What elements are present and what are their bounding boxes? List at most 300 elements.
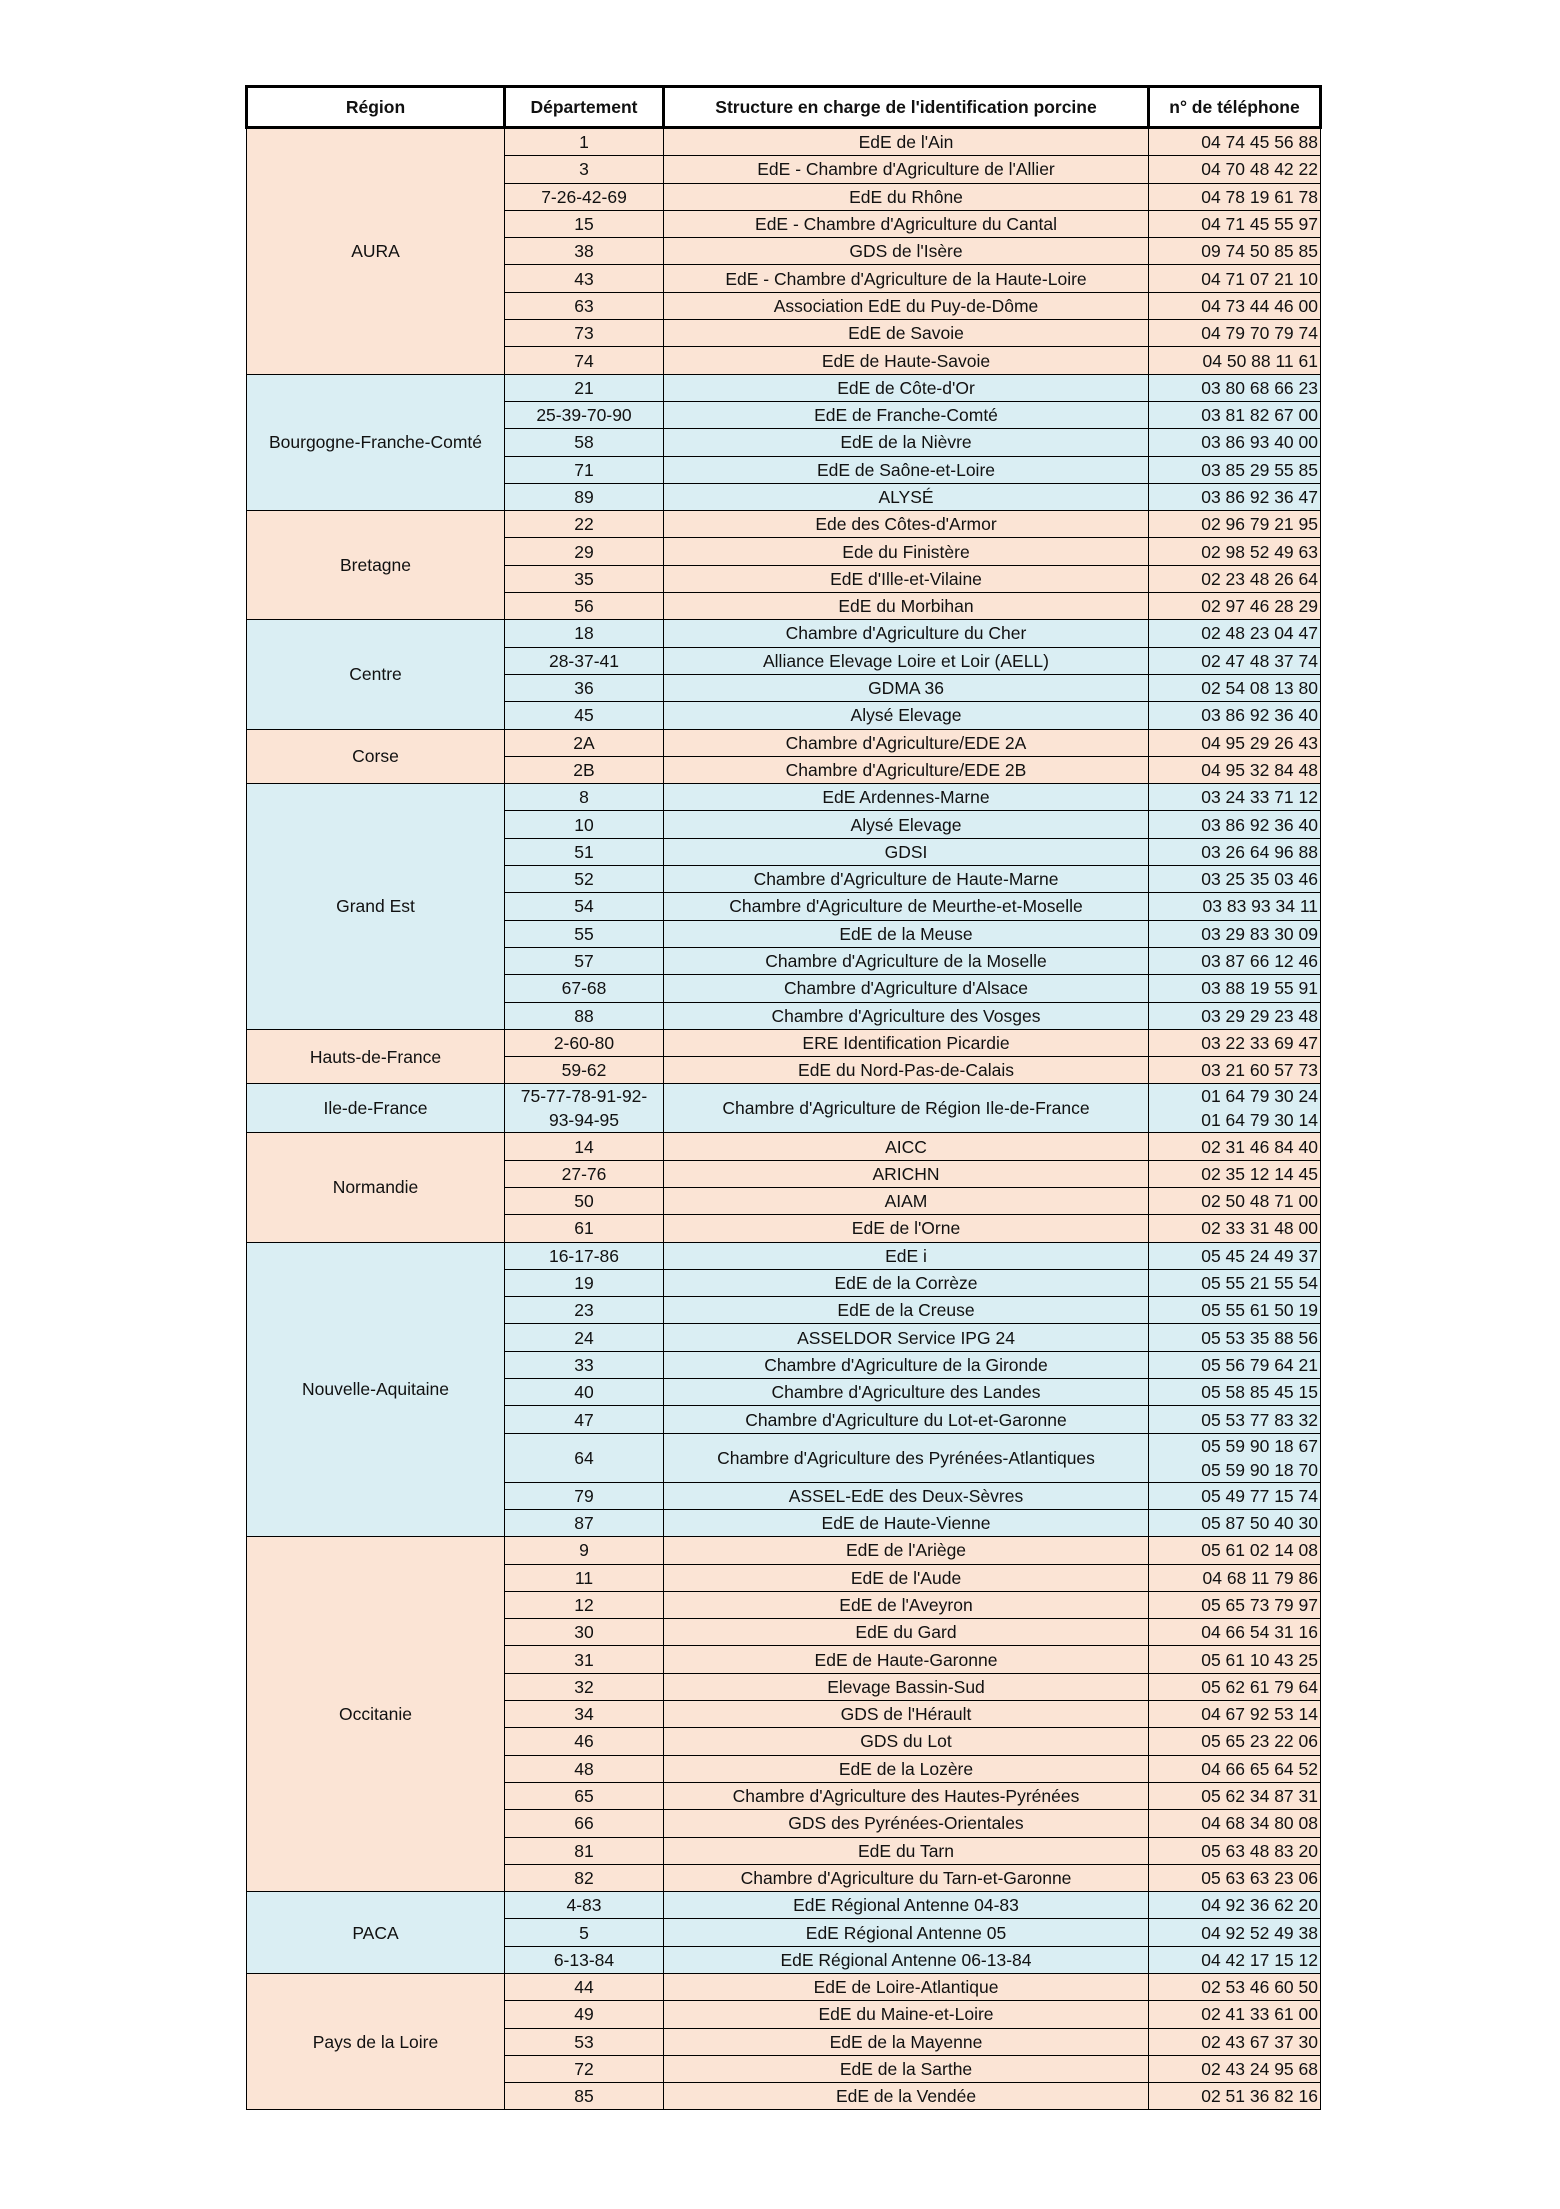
header-row xyxy=(247,87,1321,128)
table-row xyxy=(247,1133,1321,1160)
departement-code: 75-77-78-91-92- xyxy=(520,1086,648,1107)
phone-cell xyxy=(1149,620,1321,647)
structure-cell: AICC xyxy=(664,1133,1149,1160)
departement-cell xyxy=(505,1782,664,1809)
departement-code: 16-17-86 xyxy=(548,1245,620,1266)
structure-cell: GDS de l'Hérault xyxy=(664,1701,1149,1728)
departement-cell xyxy=(505,1837,664,1864)
structure-cell: EdE Régional Antenne 05 xyxy=(664,1919,1149,1946)
departement-code: 74 xyxy=(574,350,594,371)
structure-cell: Chambre d'Agriculture de la Moselle xyxy=(664,947,1149,974)
structure-cell: EdE de la Vendée xyxy=(664,2083,1149,2110)
phone-number: 03 26 64 96 88 xyxy=(1201,841,1318,862)
phone-number: 05 55 21 55 54 xyxy=(1201,1273,1318,1294)
departement-code: 79 xyxy=(574,1485,594,1506)
phone-cell xyxy=(1149,811,1321,838)
departement-cell xyxy=(505,1892,664,1919)
structure-cell: EdE Ardennes-Marne xyxy=(664,784,1149,811)
phone-cell xyxy=(1149,1810,1321,1837)
header-departement: Département xyxy=(505,87,664,128)
phone-number: 02 98 52 49 63 xyxy=(1201,541,1318,562)
phone-number: 01 64 79 30 24 xyxy=(1201,1086,1318,1107)
departement-code: 2A xyxy=(573,732,595,753)
phone-number: 05 53 35 88 56 xyxy=(1201,1327,1318,1348)
structure-cell: Ede des Côtes-d'Armor xyxy=(664,511,1149,538)
departement-code: 4-83 xyxy=(566,1895,602,1916)
structure-cell: ARICHN xyxy=(664,1160,1149,1187)
structure-cell: GDS de l'Isère xyxy=(664,238,1149,265)
departement-code: 73 xyxy=(574,323,594,344)
phone-number: 02 31 46 84 40 xyxy=(1201,1136,1318,1157)
phone-number: 04 68 11 79 86 xyxy=(1202,1567,1318,1588)
phone-cell xyxy=(1149,1974,1321,2001)
structure-cell: EdE du Rhône xyxy=(664,183,1149,210)
structure-cell: Chambre d'Agriculture des Pyrénées-Atlantiques xyxy=(664,1433,1149,1482)
departement-code: 81 xyxy=(574,1840,594,1861)
phone-cell xyxy=(1149,784,1321,811)
phone-cell xyxy=(1149,756,1321,783)
phone-number: 04 71 07 21 10 xyxy=(1201,268,1318,289)
departement-cell xyxy=(505,920,664,947)
region-cell: Ile-de-France xyxy=(247,1084,505,1133)
phone-number: 02 54 08 13 80 xyxy=(1201,678,1318,699)
departement-cell xyxy=(505,1755,664,1782)
phone-cell xyxy=(1149,374,1321,401)
departement-code: 55 xyxy=(574,923,594,944)
table-row xyxy=(247,1974,1321,2001)
phone-number: 02 96 79 21 95 xyxy=(1201,514,1318,535)
departement-code: 15 xyxy=(574,214,594,235)
phone-number: 05 59 90 18 70 xyxy=(1201,1459,1318,1480)
structure-cell: EdE du Tarn xyxy=(664,1837,1149,1864)
phone-number: 03 21 60 57 73 xyxy=(1201,1060,1318,1081)
phone-cell xyxy=(1149,1864,1321,1891)
phone-cell xyxy=(1149,128,1321,156)
departement-code: 66 xyxy=(574,1813,594,1834)
phone-cell xyxy=(1149,483,1321,510)
header-structure: Structure en charge de l'identification porcine xyxy=(664,87,1149,128)
phone-cell xyxy=(1149,1919,1321,1946)
phone-number: 04 92 36 62 20 xyxy=(1201,1895,1318,1916)
phone-cell xyxy=(1149,1133,1321,1160)
departement-cell xyxy=(505,1002,664,1029)
structure-cell: EdE - Chambre d'Agriculture de l'Allier xyxy=(664,156,1149,183)
departement-cell xyxy=(505,1564,664,1591)
departement-code: 52 xyxy=(574,869,594,890)
phone-number: 03 29 83 30 09 xyxy=(1201,923,1318,944)
departement-cell xyxy=(505,1864,664,1891)
phone-number: 04 95 32 84 48 xyxy=(1201,759,1318,780)
structure-cell: Chambre d'Agriculture de Meurthe-et-Moselle xyxy=(664,893,1149,920)
phone-cell xyxy=(1149,1482,1321,1509)
table-header xyxy=(247,87,1321,128)
structure-cell: EdE i xyxy=(664,1242,1149,1269)
departement-cell xyxy=(505,1482,664,1509)
departement-code: 44 xyxy=(574,1977,594,1998)
departement-code: 38 xyxy=(574,241,594,262)
departement-code: 43 xyxy=(574,268,594,289)
phone-cell xyxy=(1149,1509,1321,1536)
structure-cell: Chambre d'Agriculture/EDE 2A xyxy=(664,729,1149,756)
structure-cell: GDS du Lot xyxy=(664,1728,1149,1755)
structure-cell: Chambre d'Agriculture du Lot-et-Garonne xyxy=(664,1406,1149,1433)
region-cell: Normandie xyxy=(247,1133,505,1242)
phone-number: 05 58 85 45 15 xyxy=(1201,1382,1318,1403)
departement-cell xyxy=(505,866,664,893)
departement-cell xyxy=(505,429,664,456)
phone-cell xyxy=(1149,456,1321,483)
phone-cell xyxy=(1149,156,1321,183)
phone-cell xyxy=(1149,593,1321,620)
departement-code: 11 xyxy=(574,1567,594,1588)
departement-cell xyxy=(505,838,664,865)
structure-cell: EdE de Franche-Comté xyxy=(664,401,1149,428)
phone-number: 02 97 46 28 29 xyxy=(1201,596,1318,617)
phone-cell xyxy=(1149,538,1321,565)
region-cell: Occitanie xyxy=(247,1537,505,1892)
departement-cell xyxy=(505,1379,664,1406)
departement-cell xyxy=(505,1509,664,1536)
phone-number: 02 41 33 61 00 xyxy=(1201,2004,1318,2025)
structure-cell: Chambre d'Agriculture de Haute-Marne xyxy=(664,866,1149,893)
departement-code: 71 xyxy=(574,459,594,480)
departement-cell xyxy=(505,1673,664,1700)
departement-cell xyxy=(505,238,664,265)
phone-cell xyxy=(1149,1242,1321,1269)
phone-number: 04 92 52 49 38 xyxy=(1201,1922,1318,1943)
phone-cell xyxy=(1149,183,1321,210)
region-cell: PACA xyxy=(247,1892,505,1974)
phone-number: 02 33 31 48 00 xyxy=(1201,1218,1318,1239)
structure-cell: EdE de Haute-Garonne xyxy=(664,1646,1149,1673)
pig-identification-directory-table xyxy=(245,85,1322,2110)
structure-cell: EdE de Saône-et-Loire xyxy=(664,456,1149,483)
departement-code: 48 xyxy=(574,1758,594,1779)
phone-cell xyxy=(1149,1160,1321,1187)
departement-cell xyxy=(505,811,664,838)
departement-code: 50 xyxy=(574,1191,594,1212)
structure-cell: Chambre d'Agriculture du Cher xyxy=(664,620,1149,647)
departement-cell xyxy=(505,2055,664,2082)
departement-code: 63 xyxy=(574,295,594,316)
departement-cell xyxy=(505,647,664,674)
departement-code: 40 xyxy=(574,1382,594,1403)
region-cell: AURA xyxy=(247,128,505,375)
departement-cell xyxy=(505,2083,664,2110)
departement-cell xyxy=(505,1351,664,1378)
departement-cell xyxy=(505,1297,664,1324)
phone-number: 04 42 17 15 12 xyxy=(1201,1949,1318,1970)
departement-cell xyxy=(505,593,664,620)
structure-cell: EdE de la Nièvre xyxy=(664,429,1149,456)
departement-cell xyxy=(505,893,664,920)
structure-cell: EdE du Nord-Pas-de-Calais xyxy=(664,1057,1149,1084)
phone-number: 05 53 77 83 32 xyxy=(1201,1409,1318,1430)
phone-cell xyxy=(1149,320,1321,347)
table-row xyxy=(247,1084,1321,1133)
structure-cell: EdE du Maine-et-Loire xyxy=(664,2001,1149,2028)
phone-cell xyxy=(1149,729,1321,756)
departement-code: 61 xyxy=(574,1218,594,1239)
structure-cell: GDS des Pyrénées-Orientales xyxy=(664,1810,1149,1837)
structure-cell: EdE de l'Orne xyxy=(664,1215,1149,1242)
structure-cell: AIAM xyxy=(664,1187,1149,1214)
departement-code: 82 xyxy=(574,1867,594,1888)
departement-code: 8 xyxy=(579,787,589,808)
phone-cell xyxy=(1149,1646,1321,1673)
phone-cell xyxy=(1149,1701,1321,1728)
departement-cell xyxy=(505,1728,664,1755)
departement-code: 32 xyxy=(574,1676,594,1697)
structure-cell: ASSELDOR Service IPG 24 xyxy=(664,1324,1149,1351)
phone-number: 02 47 48 37 74 xyxy=(1201,650,1318,671)
departement-cell xyxy=(505,784,664,811)
structure-cell: GDMA 36 xyxy=(664,674,1149,701)
phone-number: 04 71 45 55 97 xyxy=(1201,214,1318,235)
structure-cell: EdE de la Lozère xyxy=(664,1755,1149,1782)
departement-cell xyxy=(505,620,664,647)
departement-cell xyxy=(505,2001,664,2028)
phone-number: 05 59 90 18 67 xyxy=(1201,1435,1318,1456)
departement-code: 89 xyxy=(574,487,594,507)
departement-cell xyxy=(505,1242,664,1269)
departement-cell xyxy=(505,511,664,538)
table-body xyxy=(247,128,1321,2110)
departement-cell xyxy=(505,729,664,756)
departement-cell xyxy=(505,156,664,183)
phone-number: 05 65 23 22 06 xyxy=(1201,1731,1318,1752)
phone-cell xyxy=(1149,947,1321,974)
phone-number: 04 70 48 42 22 xyxy=(1201,159,1318,180)
phone-number: 03 25 35 03 46 xyxy=(1201,869,1318,890)
phone-number: 05 55 61 50 19 xyxy=(1201,1300,1318,1321)
region-cell: Hauts-de-France xyxy=(247,1029,505,1084)
phone-cell xyxy=(1149,647,1321,674)
phone-number: 03 22 33 69 47 xyxy=(1201,1032,1318,1053)
departement-cell xyxy=(505,1215,664,1242)
phone-number: 04 73 44 46 00 xyxy=(1201,295,1318,316)
region-cell: Nouvelle-Aquitaine xyxy=(247,1242,505,1537)
phone-number: 05 65 73 79 97 xyxy=(1201,1594,1318,1615)
departement-cell xyxy=(505,1057,664,1084)
phone-cell xyxy=(1149,265,1321,292)
departement-cell xyxy=(505,538,664,565)
departement-cell xyxy=(505,265,664,292)
departement-cell xyxy=(505,128,664,156)
structure-cell: EdE - Chambre d'Agriculture de la Haute-Loire xyxy=(664,265,1149,292)
structure-cell: EdE de l'Ariège xyxy=(664,1537,1149,1564)
departement-code: 51 xyxy=(574,841,594,862)
phone-number: 03 86 93 40 00 xyxy=(1201,432,1318,453)
departement-code: 33 xyxy=(574,1354,594,1375)
departement-code: 28-37-41 xyxy=(548,650,620,671)
departement-cell xyxy=(505,1619,664,1646)
phone-number: 03 80 68 66 23 xyxy=(1201,377,1318,398)
departement-code: 23 xyxy=(574,1300,594,1321)
departement-cell xyxy=(505,756,664,783)
departement-cell xyxy=(505,1324,664,1351)
phone-cell xyxy=(1149,702,1321,729)
phone-number: 04 68 34 80 08 xyxy=(1201,1813,1318,1834)
structure-cell: ERE Identification Picardie xyxy=(664,1029,1149,1056)
departement-code: 67-68 xyxy=(561,978,607,999)
departement-code: 35 xyxy=(574,568,594,589)
departement-code: 2-60-80 xyxy=(553,1032,615,1053)
departement-cell xyxy=(505,565,664,592)
departement-code: 45 xyxy=(574,705,594,726)
phone-cell xyxy=(1149,1324,1321,1351)
structure-cell: EdE de la Sarthe xyxy=(664,2055,1149,2082)
structure-cell: EdE de la Mayenne xyxy=(664,2028,1149,2055)
phone-number: 05 63 48 83 20 xyxy=(1201,1840,1318,1861)
departement-code: 30 xyxy=(574,1622,594,1643)
departement-cell xyxy=(505,1187,664,1214)
structure-cell: EdE de Loire-Atlantique xyxy=(664,1974,1149,2001)
phone-number: 03 81 82 67 00 xyxy=(1201,405,1318,426)
phone-cell xyxy=(1149,2083,1321,2110)
region-cell: Corse xyxy=(247,729,505,784)
structure-cell: Association EdE du Puy-de-Dôme xyxy=(664,292,1149,319)
phone-number: 02 53 46 60 50 xyxy=(1201,1977,1318,1998)
phone-cell xyxy=(1149,1187,1321,1214)
departement-code: 34 xyxy=(574,1704,594,1725)
departement-cell xyxy=(505,1029,664,1056)
phone-number: 03 88 19 55 91 xyxy=(1201,978,1318,999)
structure-cell: EdE Régional Antenne 06-13-84 xyxy=(664,1946,1149,1973)
phone-number: 03 87 66 12 46 xyxy=(1201,951,1318,972)
phone-number: 04 66 54 31 16 xyxy=(1201,1622,1318,1643)
table-row xyxy=(247,620,1321,647)
phone-cell xyxy=(1149,1351,1321,1378)
departement-code: 49 xyxy=(574,2004,594,2025)
departement-code: 5 xyxy=(579,1922,589,1943)
phone-cell xyxy=(1149,1379,1321,1406)
departement-code: 88 xyxy=(574,1005,594,1026)
table-row xyxy=(247,374,1321,401)
departement-cell xyxy=(505,183,664,210)
region-cell: Centre xyxy=(247,620,505,729)
structure-cell: Chambre d'Agriculture/EDE 2B xyxy=(664,756,1149,783)
phone-number: 03 83 93 34 11 xyxy=(1202,896,1318,917)
phone-number: 04 67 92 53 14 xyxy=(1201,1704,1318,1725)
departement-cell xyxy=(505,674,664,701)
departement-code: 24 xyxy=(574,1327,594,1348)
structure-cell: EdE de l'Aveyron xyxy=(664,1591,1149,1618)
departement-cell xyxy=(505,320,664,347)
phone-number: 02 43 24 95 68 xyxy=(1201,2059,1318,2080)
departement-cell xyxy=(505,975,664,1002)
departement-cell xyxy=(505,1269,664,1296)
structure-cell: EdE d'Ille-et-Vilaine xyxy=(664,565,1149,592)
structure-cell: ASSEL-EdE des Deux-Sèvres xyxy=(664,1482,1149,1509)
structure-cell: Alysé Elevage xyxy=(664,702,1149,729)
phone-number: 04 79 70 79 74 xyxy=(1201,323,1318,344)
structure-cell: EdE de Haute-Savoie xyxy=(664,347,1149,374)
departement-cell xyxy=(505,1810,664,1837)
departement-cell xyxy=(505,1701,664,1728)
region-cell: Bourgogne-Franche-Comté xyxy=(247,374,505,510)
structure-cell: Chambre d'Agriculture de Région Ile-de-France xyxy=(664,1084,1149,1133)
table-row xyxy=(247,1242,1321,1269)
phone-cell xyxy=(1149,1297,1321,1324)
table-row xyxy=(247,128,1321,156)
phone-number: 05 49 77 15 74 xyxy=(1201,1485,1318,1506)
departement-code: 85 xyxy=(574,2086,594,2107)
departement-cell xyxy=(505,1646,664,1673)
structure-cell: EdE du Morbihan xyxy=(664,593,1149,620)
departement-code: 93-94-95 xyxy=(548,1110,620,1131)
structure-cell: EdE de la Creuse xyxy=(664,1297,1149,1324)
structure-cell: Chambre d'Agriculture des Hautes-Pyrénées xyxy=(664,1782,1149,1809)
departement-cell xyxy=(505,1160,664,1187)
departement-code: 21 xyxy=(574,377,594,398)
phone-number: 03 86 92 36 47 xyxy=(1201,487,1318,507)
phone-number: 09 74 50 85 85 xyxy=(1201,241,1318,262)
departement-code: 36 xyxy=(574,678,594,699)
departement-cell xyxy=(505,1133,664,1160)
structure-cell: Ede du Finistère xyxy=(664,538,1149,565)
header-phone: n° de téléphone xyxy=(1149,87,1321,128)
region-cell: Grand Est xyxy=(247,784,505,1030)
departement-code: 2B xyxy=(573,759,595,780)
phone-cell xyxy=(1149,401,1321,428)
departement-cell xyxy=(505,1946,664,1973)
phone-cell xyxy=(1149,1002,1321,1029)
phone-cell xyxy=(1149,238,1321,265)
phone-cell xyxy=(1149,2001,1321,2028)
phone-cell xyxy=(1149,565,1321,592)
phone-cell xyxy=(1149,1269,1321,1296)
phone-cell xyxy=(1149,1406,1321,1433)
structure-cell: EdE - Chambre d'Agriculture du Cantal xyxy=(664,210,1149,237)
structure-cell: EdE de l'Aude xyxy=(664,1564,1149,1591)
departement-cell xyxy=(505,456,664,483)
departement-code: 7-26-42-69 xyxy=(541,186,627,207)
structure-cell: Chambre d'Agriculture des Landes xyxy=(664,1379,1149,1406)
departement-code: 47 xyxy=(574,1409,594,1430)
phone-cell xyxy=(1149,1215,1321,1242)
departement-code: 53 xyxy=(574,2031,594,2052)
phone-cell xyxy=(1149,1564,1321,1591)
departement-code: 56 xyxy=(574,596,594,617)
departement-code: 3 xyxy=(579,159,589,180)
table-row xyxy=(247,784,1321,811)
structure-cell: Chambre d'Agriculture de la Gironde xyxy=(664,1351,1149,1378)
phone-number: 04 50 88 11 61 xyxy=(1202,350,1318,371)
structure-cell: EdE de Haute-Vienne xyxy=(664,1509,1149,1536)
phone-number: 04 74 45 56 88 xyxy=(1201,132,1318,153)
phone-number: 03 86 92 36 40 xyxy=(1201,814,1318,835)
departement-code: 25-39-70-90 xyxy=(536,405,632,426)
phone-number: 05 45 24 49 37 xyxy=(1201,1245,1318,1266)
departement-code: 14 xyxy=(574,1136,594,1157)
departement-code: 19 xyxy=(574,1273,594,1294)
departement-code: 64 xyxy=(574,1447,594,1468)
phone-number: 02 43 67 37 30 xyxy=(1201,2031,1318,2052)
departement-cell xyxy=(505,2028,664,2055)
structure-cell: Elevage Bassin-Sud xyxy=(664,1673,1149,1700)
phone-cell xyxy=(1149,2055,1321,2082)
departement-cell xyxy=(505,483,664,510)
departement-code: 59-62 xyxy=(561,1060,607,1081)
structure-cell: EdE de l'Ain xyxy=(664,128,1149,156)
phone-number: 05 87 50 40 30 xyxy=(1201,1513,1318,1534)
phone-number: 03 86 92 36 40 xyxy=(1201,705,1318,726)
table-row xyxy=(247,1892,1321,1919)
structure-cell: Chambre d'Agriculture d'Alsace xyxy=(664,975,1149,1002)
phone-cell xyxy=(1149,511,1321,538)
phone-cell xyxy=(1149,429,1321,456)
